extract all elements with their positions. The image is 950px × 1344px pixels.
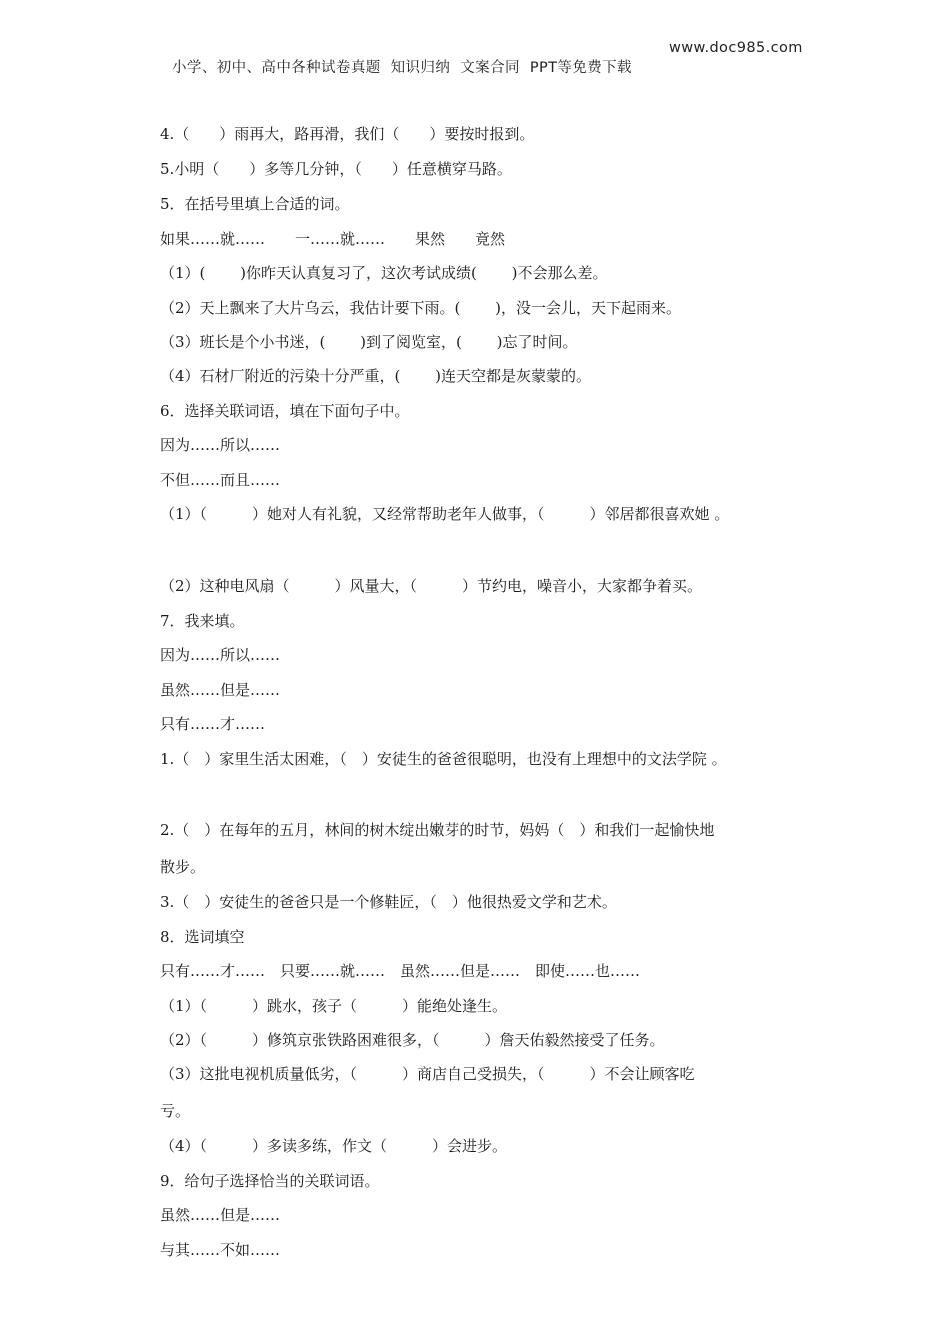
question-4-line: 4.（ ）雨再大，路再滑，我们（ ）要按时报到。 (160, 125, 535, 143)
word-options: 如果……就…… 一……就…… 果然 竟然 (160, 230, 506, 248)
connective-option: 虽然……但是…… (160, 1206, 281, 1224)
connective-option: 只有……才…… (160, 715, 266, 733)
header-text: 小学、初中、高中各种试卷真题 知识归纳 文案合同 PPT等免费下载 (172, 60, 632, 76)
section-5-item-4: （4）石材厂附近的污染十分严重，( )连天空都是灰蒙蒙的。 (160, 367, 592, 385)
section-8-title: 8．选词填空 (160, 928, 245, 946)
section-5-item-3: （3）班长是个小书迷，( )到了阅览室，( )忘了时间。 (160, 333, 578, 351)
section-7-item-3: 3.（ ）安徒生的爸爸只是一个修鞋匠，（ ）他很热爱文学和艺术。 (160, 893, 617, 911)
connective-option: 因为……所以…… (160, 646, 281, 664)
section-9-title: 9．给句子选择恰当的关联词语。 (160, 1172, 380, 1190)
connective-option: 与其……不如…… (160, 1241, 281, 1259)
section-8-item-3-cont: 亏。 (160, 1102, 191, 1120)
section-5-item-1: （1）( )你昨天认真复习了，这次考试成绩( )不会那么差。 (160, 264, 608, 282)
section-6-item-1: （1）（ ）她对人有礼貌，又经常帮助老年人做事，（ ）邻居都很喜欢她 。 (160, 505, 730, 523)
page-header (162, 40, 803, 93)
section-8-item-3: （3）这批电视机质量低劣，（ ）商店自己受损失，（ ）不会让顾客吃 (160, 1065, 695, 1083)
section-8-item-2: （2）（ ）修筑京张铁路困难很多，（ ）詹天佑毅然接受了任务。 (160, 1031, 665, 1049)
section-6-item-2: （2）这种电风扇（ ）风量大，（ ）节约电，噪音小，大家都争着买。 (160, 577, 703, 595)
section-7-title: 7．我来填。 (160, 612, 245, 630)
connective-option: 因为……所以…… (160, 436, 281, 454)
section-5-title: 5．在括号里填上合适的词。 (160, 195, 350, 213)
header-url[interactable]: www.doc985.com (669, 40, 803, 56)
section-7-item-2-cont: 散步。 (160, 858, 206, 876)
section-7-item-1: 1.（ ）家里生活太困难，（ ）安徒生的爸爸很聪明，也没有上理想中的文法学院 。 (160, 750, 727, 768)
section-7-item-2: 2.（ ）在每年的五月，林间的树木绽出嫩芽的时节，妈妈（ ）和我们一起愉快地 (160, 821, 715, 839)
section-5-item-2: （2）天上飘来了大片乌云，我估计要下雨。( )，没一会儿，天下起雨来。 (160, 299, 682, 317)
word-options: 只有……才…… 只要……就…… 虽然……但是…… 即使……也…… (160, 962, 641, 980)
section-8-item-1: （1）（ ）跳水，孩子（ ）能绝处逢生。 (160, 997, 508, 1015)
question-5-line: 5.小明（ ）多等几分钟，（ ）任意横穿马路。 (160, 160, 512, 178)
connective-option: 虽然……但是…… (160, 681, 281, 699)
section-8-item-4: （4）（ ）多读多练，作文（ ）会进步。 (160, 1137, 508, 1155)
section-6-title: 6．选择关联词语，填在下面句子中。 (160, 402, 410, 420)
connective-option: 不但……而且…… (160, 471, 281, 489)
